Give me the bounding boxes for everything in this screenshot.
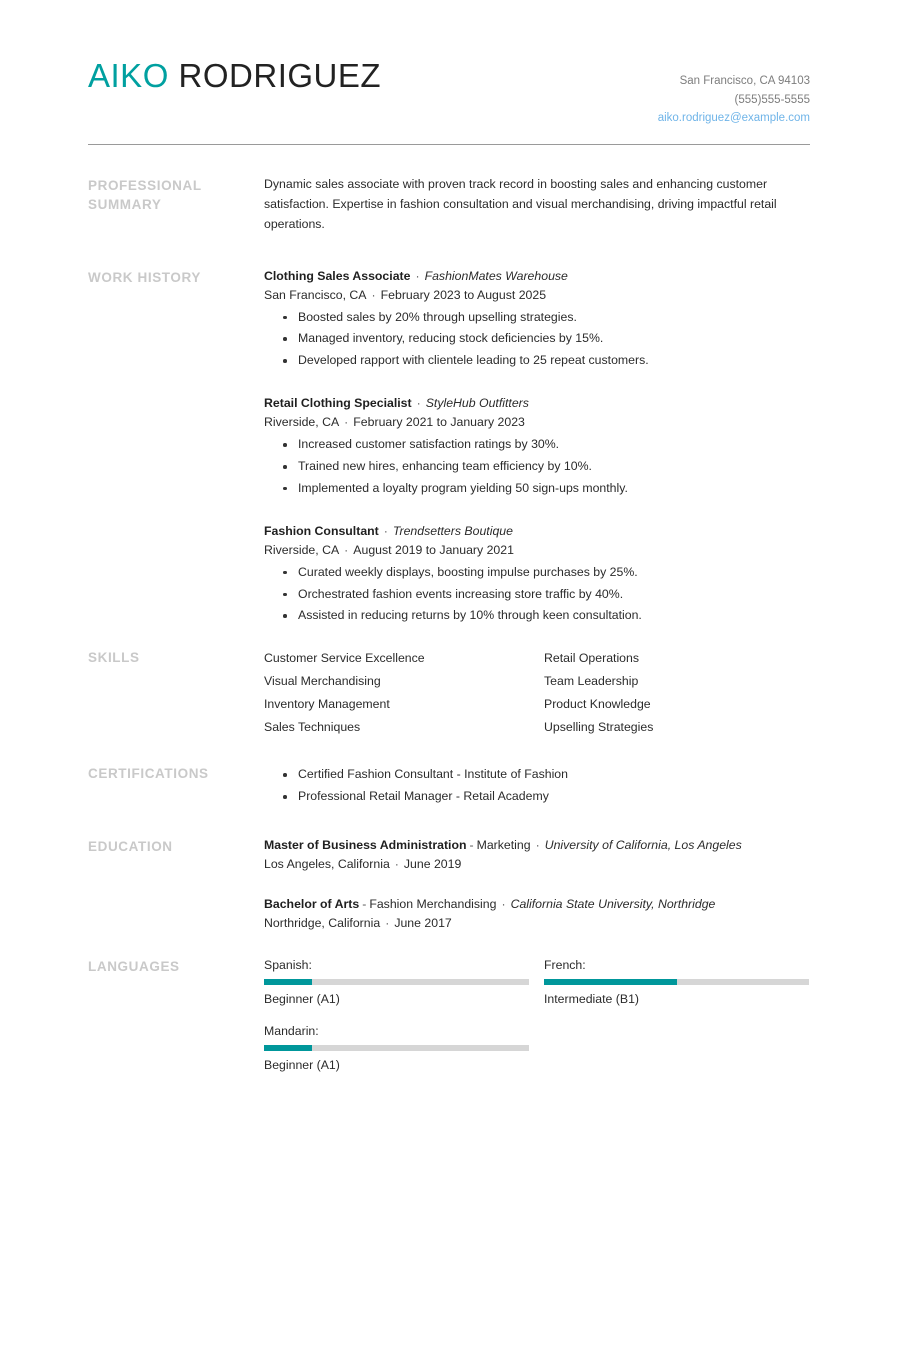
resume-header [0,0,900,128]
skill-item: Inventory Management [264,697,390,712]
last-name: RODRIGUEZ [178,57,382,94]
job-title: Clothing Sales Associate [264,268,411,283]
spacer [88,235,810,267]
language-entry [264,956,544,1009]
skills-grid [264,647,810,739]
job-heading [264,267,810,286]
language-proficiency-fill [264,1045,312,1051]
job-bullet-list [264,434,810,500]
separator-dot: · [415,268,420,283]
language-name: Spanish: [264,957,312,972]
separator-dot: · [385,916,390,931]
education-location: Los Angeles, California [264,857,390,872]
job-dates: February 2021 to January 2023 [353,415,525,430]
job-location: Riverside, CA [264,415,340,430]
education-degree: Master of Business Administration [264,838,467,853]
spacer [88,739,810,763]
job-title: Fashion Consultant [264,523,379,538]
contact-email-link[interactable]: aiko.rodriguez@example.com [657,112,810,125]
work-history-entry [264,522,810,628]
spacer [88,627,810,647]
education-date: June 2019 [403,857,462,872]
work-history-entry [264,394,810,500]
job-bullet: Boosted sales by 20% through upselling strategies. [264,307,810,329]
job-bullet: Implemented a loyalty program yielding 50 sign-ups monthly. [264,478,810,500]
language-level: Beginner (A1) [264,992,340,1007]
work-history-entry [264,267,810,373]
separator-dot: · [371,287,376,302]
section-education [88,836,810,934]
job-heading [264,522,810,541]
languages-body [264,956,810,1088]
spacer [88,934,810,956]
education-heading [264,895,810,914]
separator-dot: · [344,542,349,557]
work-history-list [264,267,810,628]
certifications-list [264,764,810,808]
education-list [264,836,810,934]
language-level: Intermediate (B1) [544,992,640,1007]
language-entry [264,1022,544,1075]
job-bullet: Trained new hires, enhancing team efficiency by 10%. [264,456,810,478]
education-entry [264,836,810,875]
job-company: Trendsetters Boutique [392,523,513,538]
certifications-body [264,763,810,808]
education-location: Northridge, California [264,916,381,931]
skill-item: Customer Service Excellence [264,651,425,666]
section-label-languages: LANGUAGES [88,958,180,974]
language-proficiency-fill [544,979,677,985]
skill-item: Product Knowledge [544,697,651,712]
skill-item: Upselling Strategies [544,720,654,735]
job-location: San Francisco, CA [264,287,367,302]
job-bullet: Orchestrated fashion events increasing store traffic by 40%. [264,584,810,606]
certification-item: Certified Fashion Consultant - Institute of Fashion [264,764,810,786]
job-bullet-list [264,562,810,628]
summary-body [264,175,810,235]
separator-dot: · [416,396,421,411]
separator-dot: · [501,896,506,911]
job-bullet: Increased customer satisfaction ratings by 30%. [264,434,810,456]
languages-grid [264,956,810,1088]
language-name: Mandarin: [264,1023,319,1038]
separator-dot: · [344,415,349,430]
language-level: Beginner (A1) [264,1058,340,1073]
job-company: StyleHub Outfitters [425,396,529,411]
language-name: French: [544,957,586,972]
certification-item: Professional Retail Manager - Retail Academy [264,786,810,808]
section-label-certifications: CERTIFICATIONS [88,766,209,782]
job-company: FashionMates Warehouse [424,268,568,283]
education-school: University of California, Los Angeles [544,838,742,853]
language-proficiency-bar [264,979,529,985]
skills-body [264,647,810,739]
job-location-dates [264,541,810,561]
section-certifications [88,763,810,808]
job-title: Retail Clothing Specialist [264,396,412,411]
language-entry [544,956,810,1009]
separator-dot: · [394,857,399,872]
education-school: California State University, Northridge [510,896,716,911]
skill-item: Visual Merchandising [264,674,381,689]
education-location-date [264,855,810,875]
education-date: June 2017 [394,916,452,931]
section-languages [88,956,810,1088]
education-major: Marketing [476,838,531,853]
separator-dot: · [535,838,540,853]
section-label-work-history: WORK HISTORY [88,269,201,285]
education-major: Fashion Merchandising [369,896,497,911]
language-proficiency-fill [264,979,312,985]
first-name: AIKO [88,57,169,94]
education-heading [264,836,810,855]
job-bullet: Curated weekly displays, boosting impulse purchases by 25%. [264,562,810,584]
education-dash: - [362,896,367,911]
job-bullet: Managed inventory, reducing stock deficiencies by 15%. [264,328,810,350]
job-bullet: Developed rapport with clientele leading to 25 repeat customers. [264,350,810,372]
section-work-history [88,267,810,628]
job-heading [264,394,810,413]
skill-item: Retail Operations [544,651,640,666]
job-location-dates [264,413,810,433]
job-bullet: Assisted in reducing returns by 10% through keen consultation. [264,605,810,627]
job-location-dates [264,286,810,306]
contact-block [658,58,810,128]
spacer [88,808,810,836]
education-location-date [264,914,810,934]
summary-text: Dynamic sales associate with proven track record in boosting sales and enhancing customer satisfaction. Expertise in fashion consultation and visual merchandising, driving impactful retail operations. [264,176,777,231]
language-proficiency-bar [544,979,809,985]
education-entry [264,895,810,934]
section-label-education: EDUCATION [88,839,173,855]
job-location: Riverside, CA [264,542,340,557]
education-degree: Bachelor of Arts [264,896,360,911]
job-dates: February 2023 to August 2025 [380,287,547,302]
language-proficiency-bar [264,1045,529,1051]
candidate-name [88,58,381,94]
skill-item: Sales Techniques [264,720,361,735]
job-dates: August 2019 to January 2021 [353,542,514,557]
section-label-skills: SKILLS [88,650,140,666]
separator-dot: · [383,523,388,538]
contact-address: San Francisco, CA 94103 [679,75,810,87]
section-label-summary: PROFESSIONAL SUMMARY [88,177,202,213]
section-skills [88,647,810,739]
job-bullet-list [264,307,810,373]
contact-phone: (555)555-5555 [734,93,810,106]
education-dash: - [469,838,474,853]
section-professional-summary [88,175,810,235]
resume-body [0,145,900,1088]
skill-item: Team Leadership [544,674,639,689]
